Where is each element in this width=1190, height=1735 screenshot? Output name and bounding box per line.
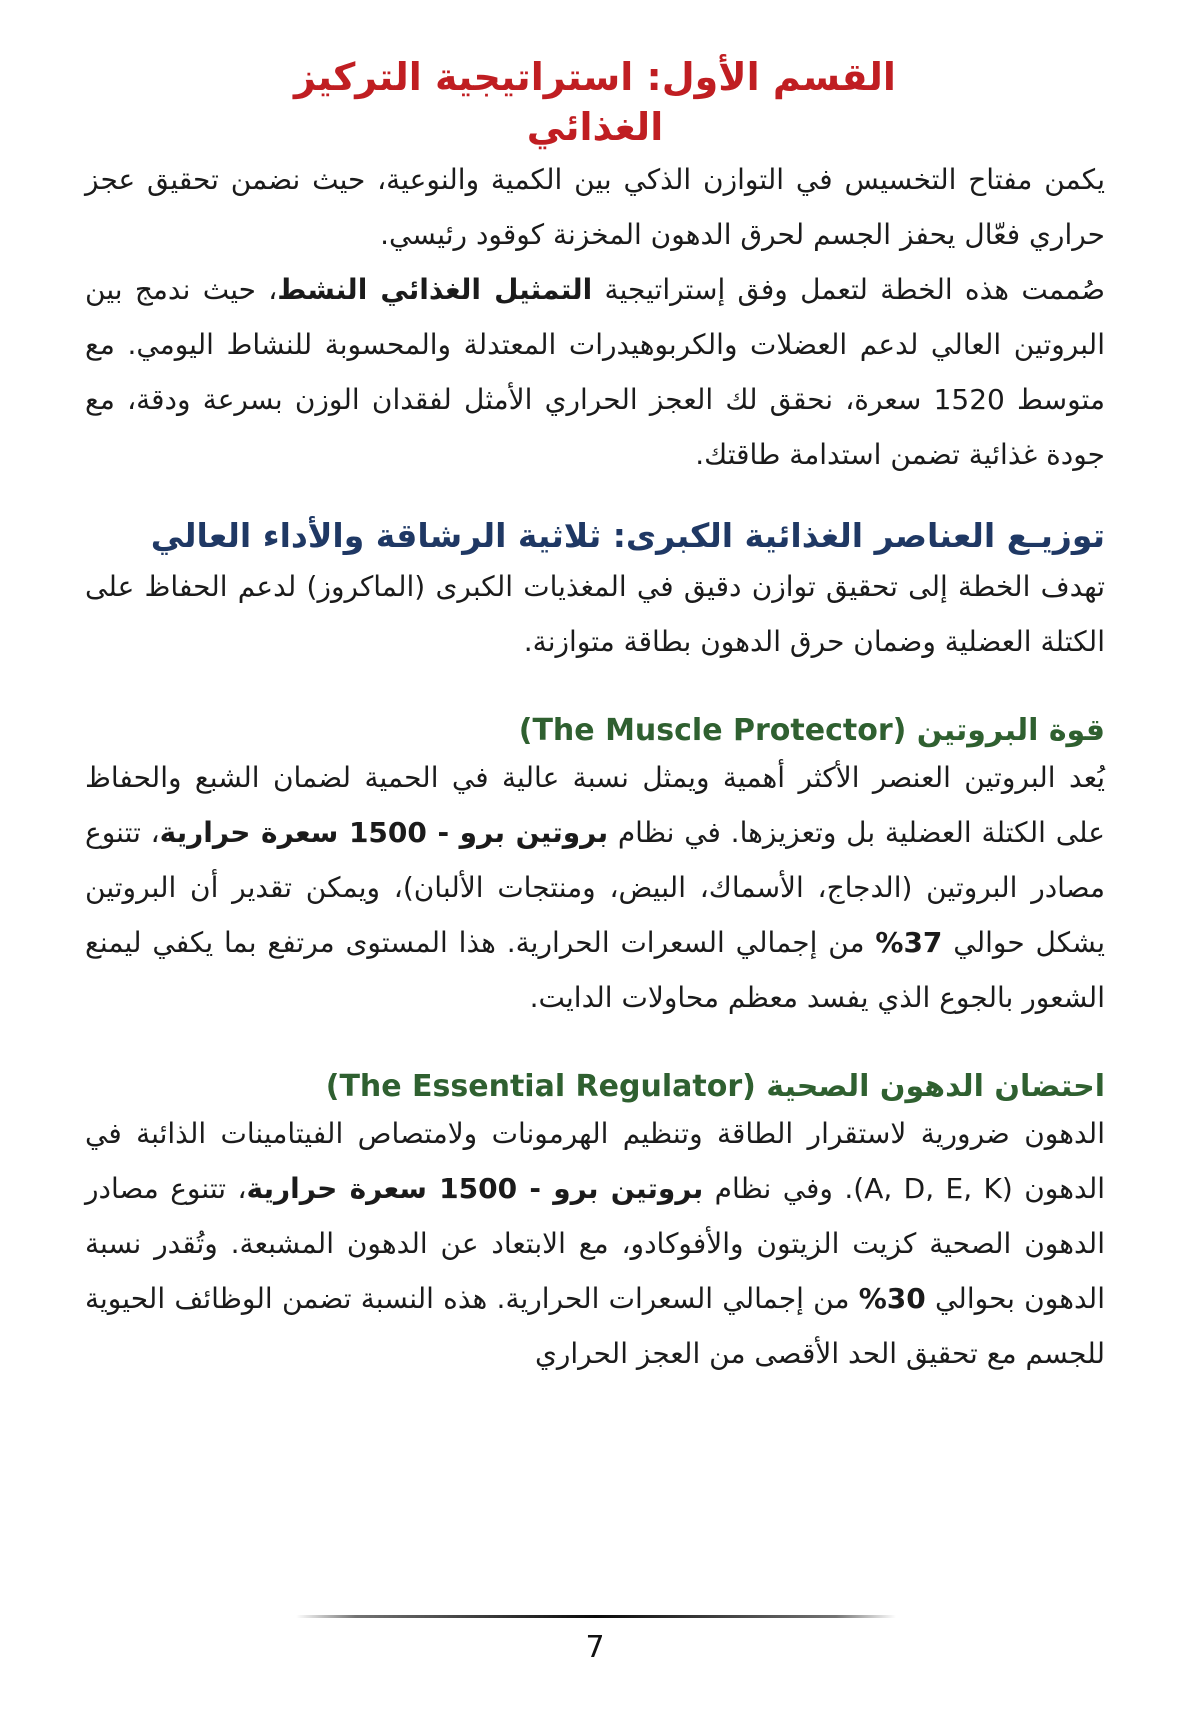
strategy-paragraph: صُممت هذه الخطة لتعمل وفق إستراتيجية التمثيل الغذائي النشط، حيث ندمج بين البروتين العالي لدعم العضلات والكربوهيدرات المعتدلة والمحسوبة للنشاط اليومي. مع متوسط 1520 سعرة، نحقق لك العجز الحراري الأمثل لفقدان الوزن بسرعة ودقة، مع جودة غذائية تضمن استدامة طاقتك.	[85, 273, 1105, 472]
page-number: 7	[585, 1630, 605, 1665]
document-page	[0, 52, 1190, 1735]
macro-goal-paragraph: تهدف الخطة إلى تحقيق توازن دقيق في المغذيات الكبرى (الماكروز) لدعم الحفاظ على الكتلة العضلية وضمان حرق الدهون بطاقة متوازنة.	[85, 569, 1105, 658]
fats-paragraph: الدهون ضرورية لاستقرار الطاقة وتنظيم الهرمونات ولامتصاص الفيتامينات الذائبة في الدهون (A, D, E, K). وفي نظام بروتين برو - 1500 سعرة حرارية، تتنوع مصادر الدهون الصحية كزيت الزيتون والأفوكادو، مع الابتعاد عن الدهون المشبعة. وتُقدر نسبة الدهون بحوالي 30% من إجمالي السعرات الحرارية. هذه النسبة تضمن الوظائف الحيوية للجسم مع تحقيق الحد الأقصى من العجز الحراري	[85, 1116, 1106, 1370]
footer-divider	[296, 1615, 896, 1618]
intro-paragraph: يكمن مفتاح التخسيس في التوازن الذكي بين الكمية والنوعية، حيث نضمن تحقيق عجز حراري فعّال يحفز الجسم لحرق الدهون المخزنة كوقود رئيسي.	[85, 163, 1105, 252]
protein-sub-heading: قوة البروتين (The Muscle Protector)	[518, 712, 1105, 748]
page-title: القسم الأول: استراتيجية التركيز الغذائي	[294, 55, 896, 150]
fats-sub-heading: احتضان الدهون الصحية (The Essential Regulator)	[325, 1068, 1105, 1104]
protein-paragraph: يُعد البروتين العنصر الأكثر أهمية ويمثل نسبة عالية في الحمية لضمان الشبع والحفاظ على الكتلة العضلية بل وتعزيزها. في نظام بروتين برو - 1500 سعرة حرارية، تتنوع مصادر البروتين (الدجاج، الأسماك، البيض، ومنتجات الألبان)، ويمكن تقدير أن البروتين يشكل حوالي 37% من إجمالي السعرات الحرارية. هذا المستوى مرتفع بما يكفي ليمنع الشعور بالجوع الذي يفسد معظم محاولات الدايت.	[85, 760, 1106, 1014]
macro-distribution-heading: توزيـع العناصر الغذائية الكبرى: ثلاثية الرشاقة والأداء العالي	[150, 516, 1105, 556]
page-content	[0, 52, 1190, 1381]
